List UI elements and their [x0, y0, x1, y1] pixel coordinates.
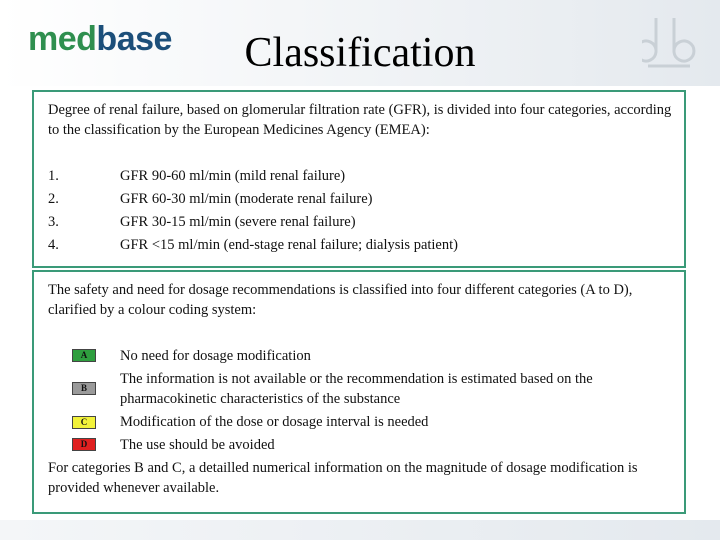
footer-band: [0, 520, 720, 540]
gfr-intro-text: Degree of renal failure, based on glomerular filtration rate (GFR), is divided into four categories, according to the classification by the European Medicines Agency (EMEA):: [48, 102, 672, 138]
gfr-classification-box: [32, 90, 686, 268]
category-d-text: The use should be avoided: [120, 437, 275, 453]
category-b-badge: B: [72, 382, 96, 395]
category-c-badge: C: [72, 416, 96, 429]
category-a-badge: A: [72, 349, 96, 362]
dosage-category-box: [32, 270, 686, 514]
gfr-item-text: GFR 90-60 ml/min (mild renal failure): [120, 168, 346, 184]
gfr-item-text: GFR 30-15 ml/min (severe renal failure): [120, 214, 356, 230]
logo-med-text: med: [28, 20, 97, 58]
gfr-item-text: GFR <15 ml/min (end-stage renal failure; dialysis patient): [120, 237, 458, 253]
header-band: [0, 0, 720, 86]
dosage-footer-text: For categories B and C, a detailled numerical information on the magnitude of dosage modification is provided whenever available.: [48, 460, 638, 496]
db-watermark-icon: [642, 12, 696, 72]
category-d-badge: D: [72, 438, 96, 451]
dosage-intro-text: The safety and need for dosage recommendations is classified into four different categories (A to D), clarified by a colour coding system:: [48, 282, 633, 318]
gfr-item-number: 3.: [48, 214, 59, 230]
category-a-text: No need for dosage modification: [120, 348, 311, 364]
category-c-text: Modification of the dose or dosage interval is needed: [120, 414, 429, 430]
gfr-item-number: 2.: [48, 191, 59, 207]
gfr-item-text: GFR 60-30 ml/min (moderate renal failure): [120, 191, 373, 207]
page-title: Classification: [244, 30, 476, 76]
logo-base-text: base: [96, 20, 172, 58]
gfr-item-number: 1.: [48, 168, 59, 184]
category-b-text: The information is not available or the recommendation is estimated based on the pharmacokinetic characteristics of the substance: [120, 371, 593, 407]
gfr-item-number: 4.: [48, 237, 59, 253]
